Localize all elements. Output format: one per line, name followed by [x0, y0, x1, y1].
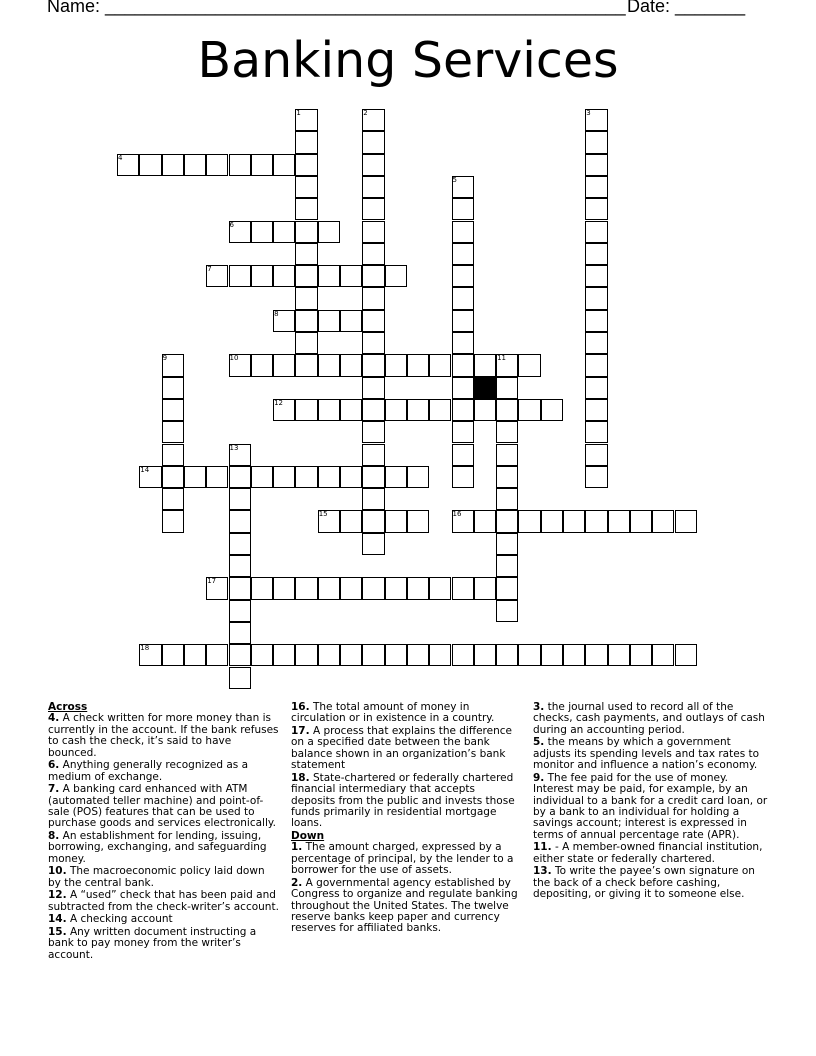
grid-cell[interactable]: [362, 131, 384, 153]
grid-cell[interactable]: [318, 221, 340, 243]
grid-cell[interactable]: [295, 243, 317, 265]
grid-cell[interactable]: [295, 644, 317, 666]
grid-cell[interactable]: [585, 310, 607, 332]
grid-cell[interactable]: [652, 510, 674, 532]
grid-cell[interactable]: [206, 577, 228, 599]
grid-cell[interactable]: [496, 421, 518, 443]
clue-number: 15.: [48, 926, 67, 939]
grid-cell[interactable]: [585, 444, 607, 466]
grid-cell[interactable]: [273, 154, 295, 176]
across-clue: [48, 914, 280, 925]
grid-cell[interactable]: [251, 221, 273, 243]
cell-number: 16: [452, 510, 462, 519]
clue-number: 11.: [533, 841, 552, 854]
grid-cell[interactable]: [585, 221, 607, 243]
grid-cell[interactable]: [295, 176, 317, 198]
grid-cell[interactable]: [496, 577, 518, 599]
cell-number: 14: [140, 465, 150, 474]
cell-number: 15: [318, 510, 328, 519]
grid-cell[interactable]: [318, 466, 340, 488]
grid-cell[interactable]: [251, 265, 273, 287]
cell-number: 2: [363, 109, 368, 117]
grid-cell[interactable]: [340, 399, 362, 421]
grid-cell[interactable]: [273, 265, 295, 287]
grid-cell[interactable]: [251, 644, 273, 666]
grid-cell[interactable]: [585, 399, 607, 421]
across-clue: [48, 760, 280, 783]
grid-cell[interactable]: [340, 265, 362, 287]
clue-number: 14.: [48, 913, 67, 926]
grid-cell[interactable]: [362, 354, 384, 376]
grid-cell[interactable]: [452, 221, 474, 243]
grid-cell[interactable]: [318, 399, 340, 421]
grid-cell[interactable]: [630, 644, 652, 666]
clue-number: 2.: [291, 876, 303, 889]
down-clue: [291, 842, 521, 876]
grid-cell[interactable]: [184, 644, 206, 666]
cell-number: 3: [586, 109, 591, 117]
grid-cell[interactable]: [139, 154, 161, 176]
grid-cell[interactable]: [229, 265, 251, 287]
grid-cell[interactable]: [229, 600, 251, 622]
grid-cell[interactable]: [273, 399, 295, 421]
grid-cell[interactable]: [340, 310, 362, 332]
grid-cell[interactable]: [362, 444, 384, 466]
across-clue: [48, 784, 280, 830]
grid-cell[interactable]: [407, 577, 429, 599]
cell-number: 4: [118, 153, 123, 162]
grid-cell[interactable]: [518, 399, 540, 421]
grid-cell[interactable]: [362, 176, 384, 198]
grid-cell[interactable]: [229, 510, 251, 532]
grid-cell[interactable]: [452, 176, 474, 198]
grid-cell[interactable]: [385, 399, 407, 421]
grid-cell[interactable]: [318, 644, 340, 666]
grid-cell[interactable]: [452, 354, 474, 376]
grid-cell[interactable]: [496, 533, 518, 555]
grid-cell[interactable]: [206, 265, 228, 287]
grid-cell[interactable]: [452, 510, 474, 532]
grid-cell[interactable]: [474, 399, 496, 421]
grid-cell[interactable]: [162, 421, 184, 443]
clue-text: The total amount of money in circulation or in existence in a country.: [291, 701, 495, 725]
grid-cell[interactable]: [251, 154, 273, 176]
grid-cell[interactable]: [340, 644, 362, 666]
grid-cell[interactable]: [407, 510, 429, 532]
grid-cell[interactable]: [385, 577, 407, 599]
grid-cell[interactable]: [295, 131, 317, 153]
grid-cell[interactable]: [229, 354, 251, 376]
grid-cell[interactable]: [273, 577, 295, 599]
grid-cell[interactable]: [162, 510, 184, 532]
grid-cell[interactable]: [452, 243, 474, 265]
grid-cell[interactable]: [429, 577, 451, 599]
cell-number: 17: [207, 577, 217, 586]
grid-cell[interactable]: [585, 510, 607, 532]
clue-number: 9.: [533, 771, 545, 784]
clue-number: 8.: [48, 830, 60, 843]
grid-cell[interactable]: [452, 466, 474, 488]
cell-number: 18: [140, 644, 150, 653]
across-clue: [48, 890, 280, 913]
grid-cell[interactable]: [452, 577, 474, 599]
grid-cell[interactable]: [362, 221, 384, 243]
clue-number: 16.: [291, 701, 310, 713]
clue-text: The amount charged, expressed by a percentage of principal, by the lender to a borrower for the use of assets.: [291, 841, 514, 877]
down-clue: [533, 842, 769, 865]
grid-cell[interactable]: [541, 510, 563, 532]
cell-number: 7: [207, 265, 212, 274]
clue-number: 17.: [291, 725, 310, 737]
cell-number: 10: [229, 354, 239, 363]
grid-cell[interactable]: [229, 644, 251, 666]
page-title: Banking Services: [197, 32, 619, 89]
down-clue: [533, 737, 769, 771]
cell-number: 11: [497, 354, 507, 363]
grid-cell[interactable]: [318, 577, 340, 599]
grid-cell[interactable]: [496, 444, 518, 466]
grid-cell[interactable]: [162, 354, 184, 376]
grid-cell[interactable]: [273, 466, 295, 488]
grid-cell[interactable]: [229, 577, 251, 599]
grid-cell[interactable]: [362, 644, 384, 666]
clue-text: the journal used to record all of the checks, cash payments, and outlays of cash during an accounting period.: [533, 701, 765, 736]
across-clue: [48, 831, 280, 865]
clue-text: - A member-owned financial institution, either state or federally chartered.: [533, 841, 763, 865]
grid-cell[interactable]: [229, 533, 251, 555]
cell-number: 12: [274, 398, 284, 407]
grid-cell[interactable]: [318, 354, 340, 376]
clue-text: Any written document instructing a bank to pay money from the writer’s account.: [48, 926, 257, 961]
grid-cell[interactable]: [273, 644, 295, 666]
grid-cell[interactable]: [206, 644, 228, 666]
grid-cell[interactable]: [496, 377, 518, 399]
clue-text: A checking account: [66, 913, 173, 926]
clue-number: 12.: [48, 889, 67, 902]
grid-cell[interactable]: [229, 667, 251, 689]
grid-cell[interactable]: [496, 555, 518, 577]
grid-cell[interactable]: [295, 265, 317, 287]
grid-cell[interactable]: [585, 466, 607, 488]
clue-text: the means by which a government adjusts its spending levels and tax rates to monitor and influence a nation’s economy.: [533, 736, 760, 772]
grid-cell[interactable]: [295, 577, 317, 599]
grid-cell[interactable]: [585, 644, 607, 666]
grid-cell[interactable]: [362, 265, 384, 287]
grid-cell[interactable]: [585, 377, 607, 399]
date-field-label: Date: _______: [627, 0, 746, 16]
grid-cell[interactable]: [585, 198, 607, 220]
grid-cell[interactable]: [452, 287, 474, 309]
cell-number: 1: [296, 109, 301, 117]
grid-cell[interactable]: [563, 510, 585, 532]
across-clue: [291, 726, 521, 772]
grid-cell[interactable]: [452, 198, 474, 220]
across-clue: [48, 713, 280, 759]
grid-cell[interactable]: [362, 399, 384, 421]
grid-cell[interactable]: [162, 377, 184, 399]
grid-cell[interactable]: [184, 466, 206, 488]
grid-cell[interactable]: [229, 444, 251, 466]
grid-cell[interactable]: [162, 154, 184, 176]
grid-cell[interactable]: [362, 109, 384, 131]
grid-cell[interactable]: [496, 488, 518, 510]
grid-cell[interactable]: [474, 510, 496, 532]
grid-cell[interactable]: [385, 466, 407, 488]
grid-cell[interactable]: [295, 332, 317, 354]
grid-cell[interactable]: [429, 354, 451, 376]
clue-text: The fee paid for the use of money. Interest may be paid, for example, by an individual to a bank for a credit card loan, or by a bank to an individual for holding a savings account; interest is expressed in terms of annual percentage rate (APR).: [533, 771, 768, 841]
grid-cell[interactable]: [429, 644, 451, 666]
grid-cell[interactable]: [295, 287, 317, 309]
grid-cell[interactable]: [340, 510, 362, 532]
grid-cell[interactable]: [362, 154, 384, 176]
grid-cell[interactable]: [407, 399, 429, 421]
grid-cell[interactable]: [452, 421, 474, 443]
grid-cell[interactable]: [585, 131, 607, 153]
grid-cell[interactable]: [452, 310, 474, 332]
clue-number: 7.: [48, 783, 60, 796]
across-clue: [48, 866, 280, 889]
clue-number: 13.: [533, 865, 552, 878]
grid-cell[interactable]: [362, 198, 384, 220]
grid-cell[interactable]: [318, 310, 340, 332]
grid-cell[interactable]: [229, 221, 251, 243]
clue-number: 3.: [533, 701, 545, 713]
clue-text: An establishment for lending, issuing, borrowing, exchanging, and safeguarding money.: [48, 830, 267, 865]
cell-number: 5: [452, 175, 457, 184]
grid-cell[interactable]: [652, 644, 674, 666]
grid-cell[interactable]: [340, 577, 362, 599]
grid-cell[interactable]: [295, 109, 317, 131]
grid-cell[interactable]: [162, 399, 184, 421]
grid-cell[interactable]: [474, 644, 496, 666]
grid-cell[interactable]: [295, 354, 317, 376]
grid-cell[interactable]: [452, 332, 474, 354]
grid-cell[interactable]: [474, 577, 496, 599]
grid-cell[interactable]: [362, 243, 384, 265]
grid-cell[interactable]: [630, 510, 652, 532]
grid-cell[interactable]: [496, 510, 518, 532]
grid-cell[interactable]: [206, 154, 228, 176]
grid-cell[interactable]: [362, 287, 384, 309]
cell-number: 6: [229, 220, 234, 229]
grid-cell[interactable]: [318, 265, 340, 287]
grid-cell[interactable]: [295, 466, 317, 488]
grid-cell[interactable]: [407, 354, 429, 376]
grid-cell[interactable]: [585, 354, 607, 376]
grid-cell[interactable]: [452, 265, 474, 287]
grid-cell[interactable]: [675, 510, 697, 532]
grid-cell[interactable]: [362, 577, 384, 599]
grid-cell[interactable]: [385, 510, 407, 532]
down-clue: [291, 878, 521, 935]
grid-cell[interactable]: [675, 644, 697, 666]
grid-cell[interactable]: [608, 644, 630, 666]
grid-cell[interactable]: [229, 466, 251, 488]
grid-cell[interactable]: [452, 444, 474, 466]
grid-cell[interactable]: [229, 488, 251, 510]
clue-text: A banking card enhanced with ATM (automated teller machine) and point-of-sale (POS) features that can be used to purchase goods and services electronically.: [48, 783, 276, 830]
clue-text: A check written for more money than is currently in the account. If the bank refuses to cash the check, it’s said to have bounced.: [48, 712, 279, 759]
grid-cell[interactable]: [496, 644, 518, 666]
grid-cell[interactable]: [496, 600, 518, 622]
down-clue: [533, 773, 769, 841]
clue-text: A governmental agency established by Congress to organize and regulate banking throughout the United States. The twelve reserve banks keep paper and currency reserves for affiliated banks.: [291, 876, 518, 935]
grid-cell[interactable]: [295, 310, 317, 332]
cell-number: 8: [274, 309, 279, 318]
grid-cell[interactable]: [362, 421, 384, 443]
down-clue: [533, 866, 769, 900]
grid-cell[interactable]: [229, 622, 251, 644]
grid-cell[interactable]: [362, 377, 384, 399]
grid-cell[interactable]: [206, 466, 228, 488]
grid-cell[interactable]: [295, 198, 317, 220]
clue-text: A “used” check that has been paid and subtracted from the check-writer’s account.: [48, 889, 279, 913]
clues-column-1: [48, 702, 280, 962]
grid-cell[interactable]: [362, 533, 384, 555]
grid-cell[interactable]: [362, 510, 384, 532]
grid-cell[interactable]: [295, 221, 317, 243]
clue-text: Anything generally recognized as a medium of exchange.: [48, 759, 249, 783]
clue-number: 5.: [533, 736, 545, 749]
grid-cell[interactable]: [541, 399, 563, 421]
grid-cell[interactable]: [563, 644, 585, 666]
grid-cell[interactable]: [139, 644, 161, 666]
grid-cell[interactable]: [162, 444, 184, 466]
clues-column-2: [291, 702, 521, 936]
grid-cell[interactable]: [585, 265, 607, 287]
grid-cell[interactable]: [541, 644, 563, 666]
grid-cell[interactable]: [496, 466, 518, 488]
grid-cell[interactable]: [162, 644, 184, 666]
grid-cell[interactable]: [518, 354, 540, 376]
grid-cell[interactable]: [340, 354, 362, 376]
grid-cell[interactable]: [429, 399, 451, 421]
grid-cell[interactable]: [295, 399, 317, 421]
grid-cell[interactable]: [251, 466, 273, 488]
grid-cell[interactable]: [362, 332, 384, 354]
grid-cell[interactable]: [139, 466, 161, 488]
grid-cell[interactable]: [496, 399, 518, 421]
grid-cell[interactable]: [162, 466, 184, 488]
clue-number: 10.: [48, 865, 67, 878]
across-clue: [48, 927, 280, 961]
grid-cell[interactable]: [452, 399, 474, 421]
name-field-label: Name: ____________________________________________________: [47, 0, 626, 16]
grid-cell[interactable]: [452, 377, 474, 399]
clue-text: State-chartered or federally chartered financial intermediary that accepts deposits from the public and invests those funds primarily in residential mortgage loans.: [291, 771, 515, 830]
grid-cell[interactable]: [162, 488, 184, 510]
grid-cell[interactable]: [229, 154, 251, 176]
clue-number: 18.: [291, 771, 310, 784]
grid-cell[interactable]: [117, 154, 139, 176]
grid-cell[interactable]: [585, 421, 607, 443]
grid-cell[interactable]: [295, 154, 317, 176]
clue-text: To write the payee’s own signature on the back of a check before cashing, depositing, or giving it to someone else.: [533, 865, 755, 901]
grid-cell[interactable]: [273, 310, 295, 332]
grid-cell[interactable]: [474, 354, 496, 376]
across-heading: Across: [48, 701, 88, 713]
grid-cell[interactable]: [273, 221, 295, 243]
grid-cell[interactable]: [585, 109, 607, 131]
grid-cell[interactable]: [229, 555, 251, 577]
grid-cell[interactable]: [518, 510, 540, 532]
grid-cell[interactable]: [608, 510, 630, 532]
grid-cell[interactable]: [184, 154, 206, 176]
black-square: [474, 377, 496, 399]
grid-cell[interactable]: [585, 332, 607, 354]
grid-cell[interactable]: [585, 243, 607, 265]
grid-cell[interactable]: [585, 154, 607, 176]
grid-cell[interactable]: [340, 466, 362, 488]
grid-cell[interactable]: [362, 466, 384, 488]
grid-cell[interactable]: [518, 644, 540, 666]
grid-cell[interactable]: [362, 310, 384, 332]
grid-cell[interactable]: [318, 510, 340, 532]
clue-number: 1.: [291, 841, 303, 854]
grid-cell[interactable]: [496, 354, 518, 376]
cell-number: 9: [162, 354, 168, 363]
grid-cell[interactable]: [251, 577, 273, 599]
across-clue: [291, 773, 521, 830]
grid-cell[interactable]: [452, 644, 474, 666]
grid-cell[interactable]: [251, 354, 273, 376]
down-clue: [533, 702, 769, 736]
grid-cell[interactable]: [585, 287, 607, 309]
clues-column-3: [533, 702, 769, 902]
cell-number: 13: [229, 443, 239, 452]
grid-cell[interactable]: [385, 354, 407, 376]
clue-text: A process that explains the difference on a specified date between the bank balance shown in an organization’s bank statement: [291, 725, 512, 772]
grid-cell[interactable]: [385, 265, 407, 287]
clue-text: The macroeconomic policy laid down by the central bank.: [48, 865, 265, 889]
down-heading: Down: [291, 830, 325, 843]
grid-cell[interactable]: [407, 466, 429, 488]
across-clue: [291, 702, 521, 725]
clue-number: 4.: [48, 712, 60, 725]
clue-number: 6.: [48, 759, 60, 772]
grid-cell[interactable]: [407, 644, 429, 666]
grid-cell[interactable]: [385, 644, 407, 666]
grid-cell[interactable]: [585, 176, 607, 198]
grid-cell[interactable]: [273, 354, 295, 376]
grid-cell[interactable]: [362, 488, 384, 510]
